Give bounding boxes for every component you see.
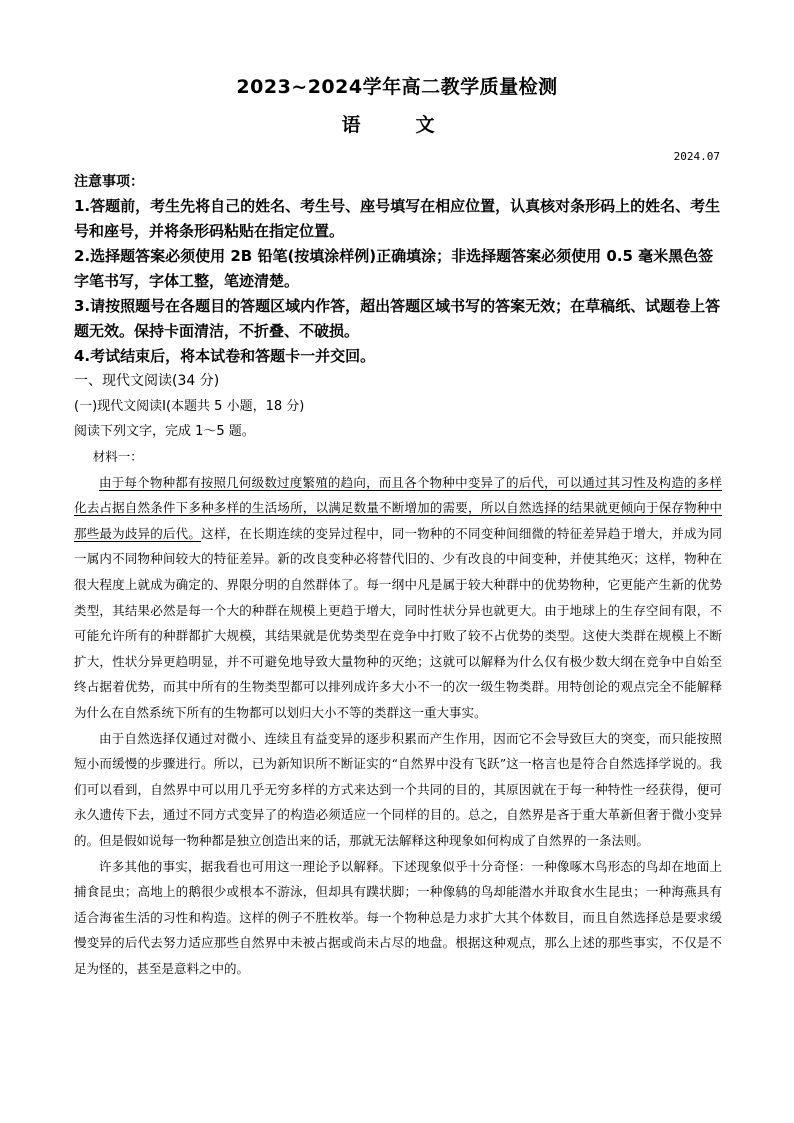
notice-block <box>74 170 722 369</box>
notice-item-4: 4.考试结束后，将本试卷和答题卡一并交回。 <box>74 347 376 365</box>
notice-heading: 注意事项： <box>74 174 144 190</box>
exam-title: 2023~2024学年高二教学质量检测 <box>236 76 558 98</box>
material-label: 材料一： <box>92 449 143 464</box>
section-title: 一、现代文阅读(34 分) <box>74 373 220 389</box>
passage-paragraph-2: 由于自然选择仅通过对微小、连续且有益变异的逐步积累而产生作用，因而它不会导致巨大的突变，而只能按照短小而缓慢的步骤进行。所以，已为新知识所不断证实的“自然界中没有飞跃”这一格言也是符合自然选择学说的。我们可以看到，自然界中可以用几乎无穷多样的方式来达到一个共同的目的，其原因就在于每一种特性一经获得，便可永久遗传下去，通过不同方式变异了的构造必须适应一个同样的目的。总之，自然界是吝于重大革新但奢于微小变异的。但是假如说每一物种都是独立创造出来的话，那就无法解释这种现象如何构成了自然界的一条法则。 <box>74 730 722 848</box>
notice-item-2: 2.选择题答案必须使用 2B 铅笔(按填涂样例)正确填涂；非选择题答案必须使用 0.5 毫米黑色签字笔书写，字体工整，笔迹清楚。 <box>74 247 714 290</box>
subsection-title: (一)现代文阅读Ⅰ(本题共 5 小题，18 分) <box>74 399 305 414</box>
passage-paragraph-1 <box>74 470 722 726</box>
notice-item-1: 1.答题前，考生先将自己的姓名、考生号、座号填写在相应位置，认真核对条形码上的姓名、考生号和座号，并将条形码粘贴在指定位置。 <box>74 197 721 240</box>
reading-instruction: 阅读下列文字，完成 1～5 题。 <box>74 424 255 439</box>
underlined-sentence: 由于每个物种都有按照几何级数过度繁殖的趋向，而且各个物种中变异了的后代，可以通过其习性及构造的多样化去占据自然条件下多种多样的生活场所，以满足数量不断增加的需要，所以自然选择的结果就更倾向于保存物种中那些最为歧异的后代。 <box>74 474 722 541</box>
exam-date: 2024.07 <box>673 150 720 163</box>
notice-item-3: 3.请按照题号在各题目的答题区域内作答，超出答题区域书写的答案无效；在草稿纸、试题卷上答题无效。保持卡面清洁，不折叠、不破损。 <box>74 297 721 340</box>
passage-paragraph-3: 许多其他的事实，据我看也可用这一理论予以解释。下述现象似乎十分奇怪：一种像啄木鸟形态的鸟却在地面上捕食昆虫；高地上的鹅很少或根本不游泳，但却具有蹼状脚；一种像鸫的鸟却能潜水并取食水生昆虫；一种海燕具有适合海雀生活的习性和构造。这样的例子不胜枚举。每一个物种总是力求扩大其个体数目，而且自然选择总是要求缓慢变异的后代去努力适应那些自然界中未被占据或尚未占尽的地盘。根据这种观点，那么上述的那些事实，不仅是不足为怪的，甚至是意料之中的。 <box>74 858 722 976</box>
subject-title: 语 文 <box>341 114 453 136</box>
reading-passage <box>74 444 722 981</box>
paragraph-1-rest: 这样，在长期连续的变异过程中，同一物种的不同变种间细微的特征差异趋于增大，并成为同一属内不同物种间较大的特征差异。新的改良变种必将替代旧的、少有改良的中间变种，并使其绝灭；这样，物种在很大程度上就成为确定的、界限分明的自然群体了。每一纲中凡是属于较大种群中的优势物种，它更能产生新的优势类型，其结果必然是每一个大的种群在规模上更趋于增大，同时性状分异也就更大。由于地球上的生存空间有限，不可能允许所有的种群都扩大规模，其结果就是优势类型在竞争中打败了较不占优势的类型。这使大类群在规模上不断扩大，性状分异更趋明显，并不可避免地导致大量物种的灭绝；这就可以解释为什么仅有极少数大纲在竞争中自始至终占据着优势，而其中所有的生物类型都可以排列成许多大小不一的次一级生物类群。用特创论的观点完全不能解释为什么在自然系统下所有的生物都可以划归大小不等的类群这一重大事实。 <box>74 525 722 720</box>
